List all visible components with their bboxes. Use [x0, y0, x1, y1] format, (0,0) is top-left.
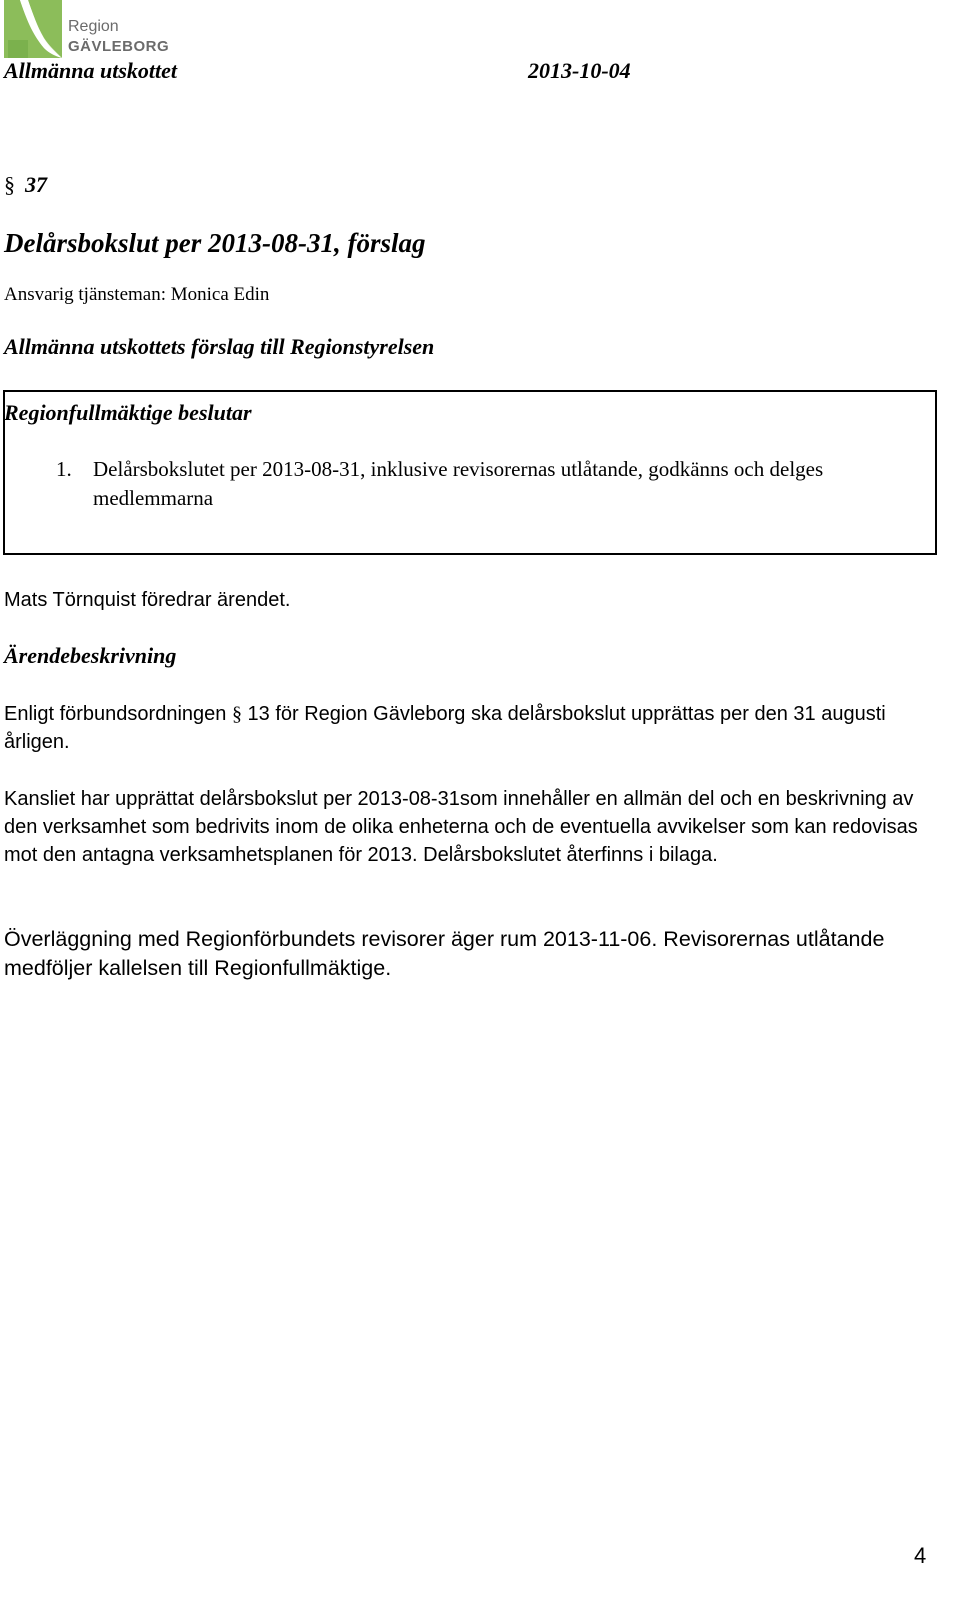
decision-heading: Regionfullmäktige beslutar [4, 400, 252, 425]
presenter-line: Mats Törnquist föredrar ärendet. [4, 589, 291, 611]
p1-after: 13 för Region Gävleborg ska delårsbokslut upprättas per den 31 augusti årligen. [4, 703, 886, 753]
logo-word-gavleborg: GÄVLEBORG [68, 38, 170, 55]
section-number [4, 172, 47, 198]
decision-item-number: 1. [56, 457, 72, 481]
description-paragraph-1 [4, 700, 904, 756]
responsible-official: Ansvarig tjänsteman: Monica Edin [4, 284, 270, 305]
section-symbol: § [4, 172, 15, 197]
page-number: 4 [914, 1543, 927, 1568]
page-title: Delårsbokslut per 2013-08-31, förslag [4, 228, 426, 258]
proposal-heading: Allmänna utskottets förslag till Regionstyrelsen [4, 334, 435, 359]
p1-section-symbol: § [231, 703, 242, 725]
p1-before: Enligt förbundsordningen [4, 703, 227, 725]
committee-name: Allmänna utskottet [4, 58, 177, 83]
meeting-date: 2013-10-04 [528, 58, 631, 83]
logo-mark-icon [4, 0, 66, 58]
decision-item-text: Delårsbokslutet per 2013-08-31, inklusive revisorernas utlåtande, godkänns och delges medlemmarna [93, 457, 824, 510]
description-paragraph-3: Överläggning med Regionförbundets revisorer äger rum 2013-11-06. Revisorernas utlåtande medföljer kallelsen till Regionfullmäktige. [4, 927, 885, 980]
logo-word-region: Region [68, 18, 119, 35]
description-paragraph-2: Kansliet har upprättat delårsbokslut per 2013-08-31som innehåller en allmän del och en beskrivning av den verksamhet som bedrivits inom de olika enheterna och de eventuella avvikelser som kan redovisas mot den antagna verksamhetsplanen för 2013. Delårsbokslutet återfinns i bilaga. [4, 788, 918, 866]
section-number-value: 37 [25, 172, 47, 197]
description-heading: Ärendebeskrivning [4, 643, 177, 668]
